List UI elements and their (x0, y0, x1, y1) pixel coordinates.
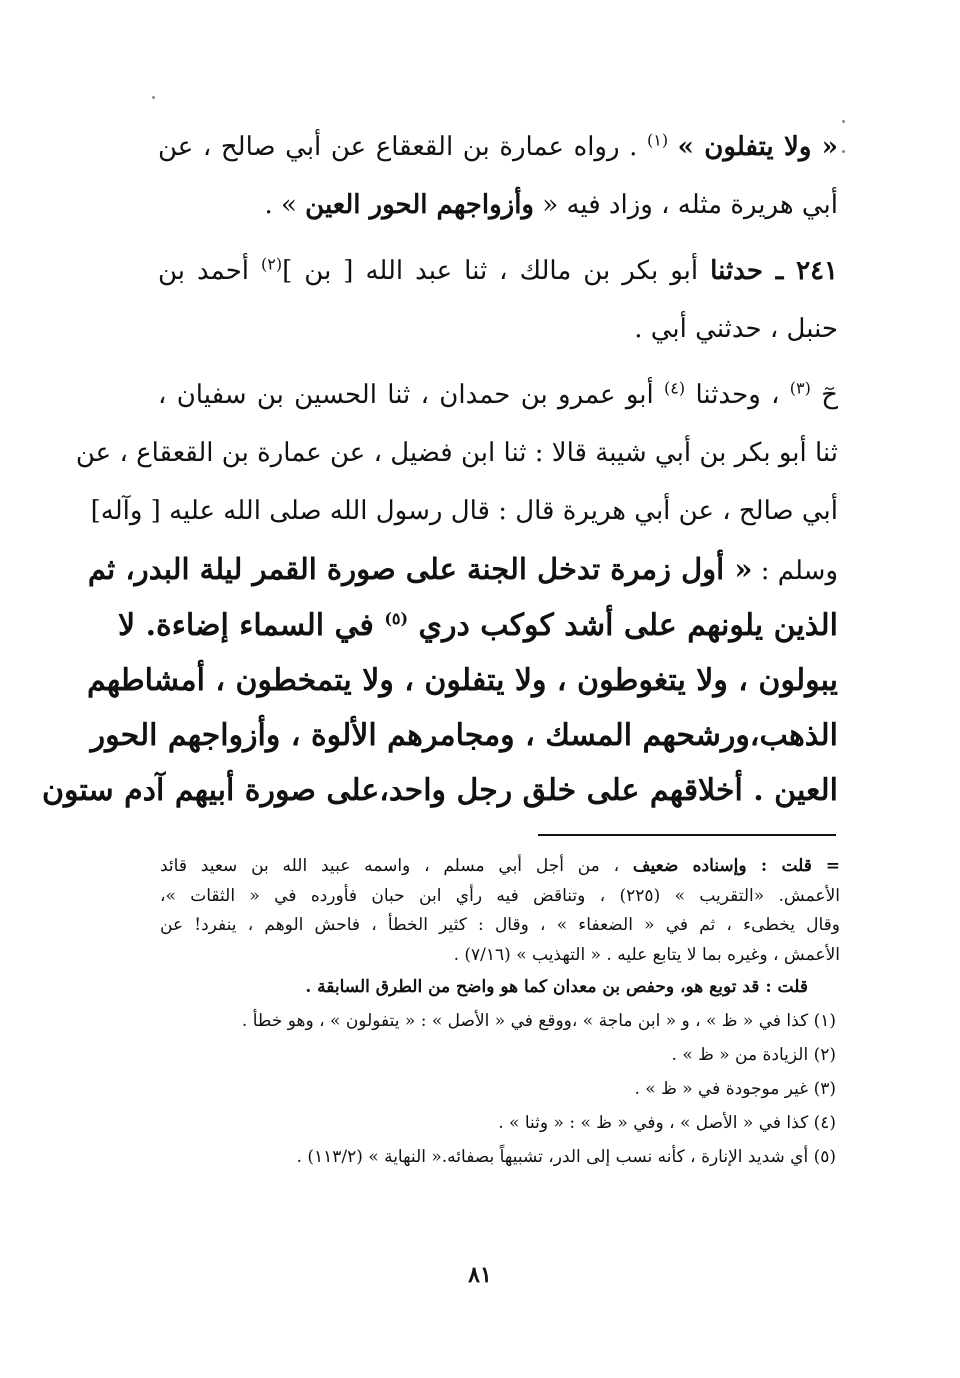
text-line (75, 424, 838, 482)
footnote: (١) كذا في « ظ » ، و « ابن ماجة » ،ووقع في « الأصل » : « يتفولون » ، وهو خطأ . (241, 1011, 836, 1031)
footnote: (٥) أي شديد الإنارة ، كأنه نسب إلى الدر، تشبيهاً بصفائه.« النهاية » (١١٣/٢) . (296, 1147, 836, 1167)
footnote-ref: (٥) (384, 609, 409, 628)
text-span: . رواه عمارة بن القعقاع عن أبي صالح ، عن (158, 132, 638, 162)
text-span: » . (264, 190, 297, 220)
scan-speck (152, 96, 155, 99)
text-span: وقال يخطىء ، ثم في « الضعفاء » ، وقال : كثير الخطأ ، فاحش الوهم ، ينفرد! عن (160, 915, 840, 935)
footnote-ref: (٤) (664, 378, 686, 398)
text-line (87, 540, 838, 598)
bold-line (118, 598, 838, 653)
note-line (160, 941, 840, 971)
text-span: حٓ (821, 380, 839, 410)
bold-phrase: وأزواجهم الحور العين (305, 190, 534, 220)
note-line (160, 852, 840, 882)
footnote: (٢) الزيادة من « ظ » . (671, 1045, 836, 1065)
footnote-ref: (٣) (789, 378, 811, 398)
footnotes-block (160, 852, 840, 1174)
bold-phrase: « ولا يتفلون » (677, 132, 839, 162)
note-line (160, 970, 840, 1004)
page-number: ٨١ (468, 1262, 492, 1288)
footnote: (٣) غير موجودة في « ظ » . (634, 1079, 836, 1099)
text-span: في السماء إضاءة. لا (118, 608, 374, 643)
text-span: الذهب،ورشحهم المسك ، ومجامرهم الألوة ، وأزواجهم الحور (90, 718, 838, 753)
footnote-ref: (٢) (261, 254, 283, 274)
text-line (158, 366, 838, 424)
note-line (160, 911, 840, 941)
text-span: يبولون ، ولا يتغوطون ، ولا يتفلون ، ولا يتمخطون ، أمشاطهم (86, 663, 838, 698)
text-span: أبو بكر بن مالك ، ثنا عبد الله [ بن ] (282, 256, 699, 286)
text-line (158, 118, 838, 176)
text-span: الأعمش. «التقريب » (٢٢٥) ، وتناقض فيه رأي ابن حبان فأورده في « الثقات »، (160, 885, 840, 906)
hadith-number: ٢٤١ ـ حدثنا (710, 256, 839, 286)
footnote-ref: (١) (646, 130, 669, 150)
footnote: (٤) كذا في « الأصل » ، وفي « ظ » : « وثنا » . (498, 1113, 836, 1133)
text-line (158, 176, 838, 234)
text-span: العين . أخلاقهم على خلق رجل واحد،على صورة أبيهم آدم ستون (41, 773, 838, 808)
text-span: قلت : قد توبع هو، وحفص بن معدان كما هو واضح من الطرق السابقة . (305, 977, 808, 997)
note-line (160, 882, 840, 912)
text-span: وسلم : (760, 556, 838, 586)
scan-speck (842, 150, 845, 153)
bold-line (41, 763, 838, 818)
bold-phrase: قلت : وإسناده ضعيف (632, 856, 812, 876)
text-span: ، وحدثنا (695, 380, 780, 410)
main-text (41, 118, 839, 818)
scan-speck (842, 120, 845, 123)
continuation-mark: = (825, 856, 840, 876)
text-span: الذين يلونهم على أشد كوكب دري (418, 608, 838, 643)
text-line (158, 242, 838, 300)
bold-line (90, 708, 838, 763)
text-span: ، من أجل أبي مسلم ، واسمه عبيد الله بن سعيد قائد (160, 856, 620, 876)
footnote-separator (538, 834, 836, 836)
text-span: حنبل ، حدثني أبي . (634, 314, 838, 344)
text-span: أبي هريرة مثله ، وزاد فيه « (542, 190, 838, 220)
text-span: ثنا أبو بكر بن أبي شيبة قالا : ثنا ابن فضيل ، عن عمارة بن القعقاع ، عن (75, 438, 838, 468)
bold-phrase: « أول زمرة تدخل الجنة على صورة القمر ليلة البدر، ثم (87, 552, 753, 586)
text-line (90, 482, 838, 540)
text-span: أبو عمرو بن حمدان ، ثنا الحسين بن سفيان ، (158, 380, 654, 410)
text-span: أبي صالح ، عن أبي هريرة قال : قال رسول الله صلى الله عليه [ وآله] (90, 496, 838, 526)
text-span: أحمد بن (158, 256, 250, 286)
text-line (158, 300, 838, 358)
text-span: الأعمش ، وغيره بما لا يتابع عليه . « التهذيب » (٧/١٦) . (453, 944, 840, 965)
bold-line (86, 653, 838, 708)
